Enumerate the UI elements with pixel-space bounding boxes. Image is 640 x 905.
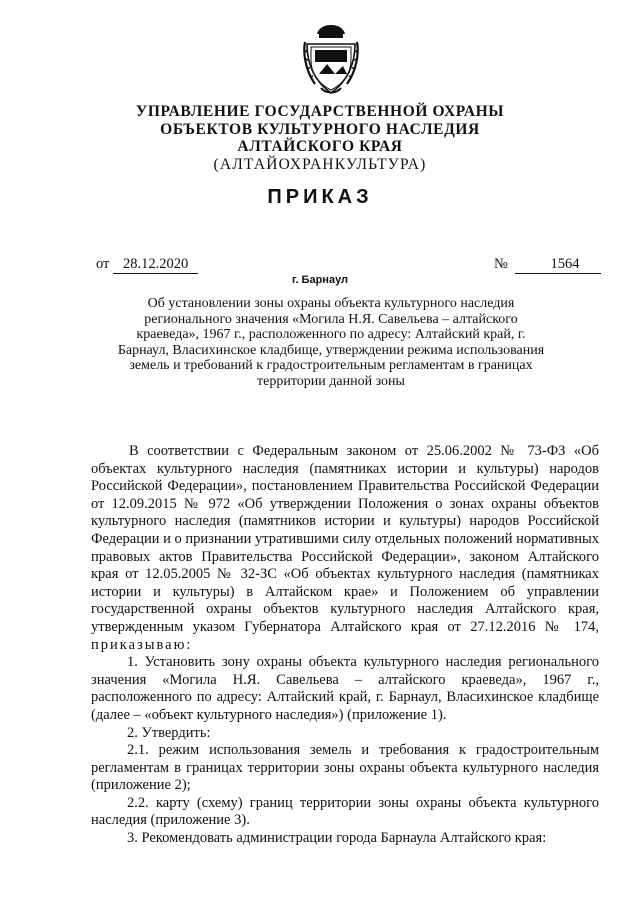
document-body [91,443,599,848]
item-2-2: 2.2. карту (схему) границ территории зоны охраны объекта культурного наследия (приложение 3). [91,794,599,829]
document-subject: Об установлении зоны охраны объекта культурного наследия регионального значения «Могила Н.Я. Савельева – алтайского краеведа», 1967 г., расположенного по адресу: Алтайский край, г. Барнаул, Власихинское кладбище, утверждении режима использования земель и требований к градостроительным регламентам в границах территории данной зоны [117,296,545,389]
org-line-1: УПРАВЛЕНИЕ ГОСУДАРСТВЕННОЙ ОХРАНЫ [135,103,505,120]
order-word: приказываю: [91,636,193,653]
organization-name [0,103,640,173]
item-3: 3. Рекомендовать администрации города Барнаула Алтайского края: [127,830,547,847]
altai-krai-coat-of-arms-icon [301,22,361,96]
number-label: № [494,256,508,272]
item-2: 2. Утвердить: [127,724,211,741]
preamble-paragraph [91,443,599,654]
date-label: от [96,256,110,272]
item-1: 1. Установить зону охраны объекта культурного наследия регионального значения «Могила Н.Я. Савельева – алтайского краеведа», 1967 г., расположенного по адресу: Алтайский край, г. Барнаул, Власихинское кладбище (далее – «объект культурного наследия») (приложение 1). [91,654,599,723]
document-date: 28.12.2020 [113,255,198,274]
city: г. Барнаул [291,274,349,286]
item-2-1: 2.1. режим использования земель и требования к градостроительным регламентам в границах территории зоны охраны объекта культурного наследия (приложение 2); [91,742,599,794]
org-short-name: (АЛТАЙОХРАНКУЛЬТУРА) [213,155,427,173]
org-line-2: ОБЪЕКТОВ КУЛЬТУРНОГО НАСЛЕДИЯ [160,120,480,138]
document-number: 1564 [515,255,601,274]
preamble-text: В соответствии с Федеральным законом от 25.06.2002 № 73-ФЗ «Об объектах культурного наследия (памятниках истории и культуры) народов Российской Федерации», постановлением Правительства Российской Федерации от 12.09.2015 № 972 «Об утверждении Положения о зонах охраны объектов культурного наследия (памятников истории и культуры) народов Российской Федерации и о признании утратившими силу отдельных положений нормативных правовых актов Правительства Российской Федерации», законом Алтайского края от 12.05.2005 № 32-ЗС «Об объектах культурного наследия (памятниках истории и культуры) в Алтайском крае» и Положением об управлении государственной охраны объектов культурного наследия Алтайского края, утвержденным указом Губернатора Алтайского края от 27.12.2016 № 174, [91,443,599,635]
document-type-title: ПРИКАЗ [267,186,373,208]
org-line-3: АЛТАЙСКОГО КРАЯ [237,138,403,155]
